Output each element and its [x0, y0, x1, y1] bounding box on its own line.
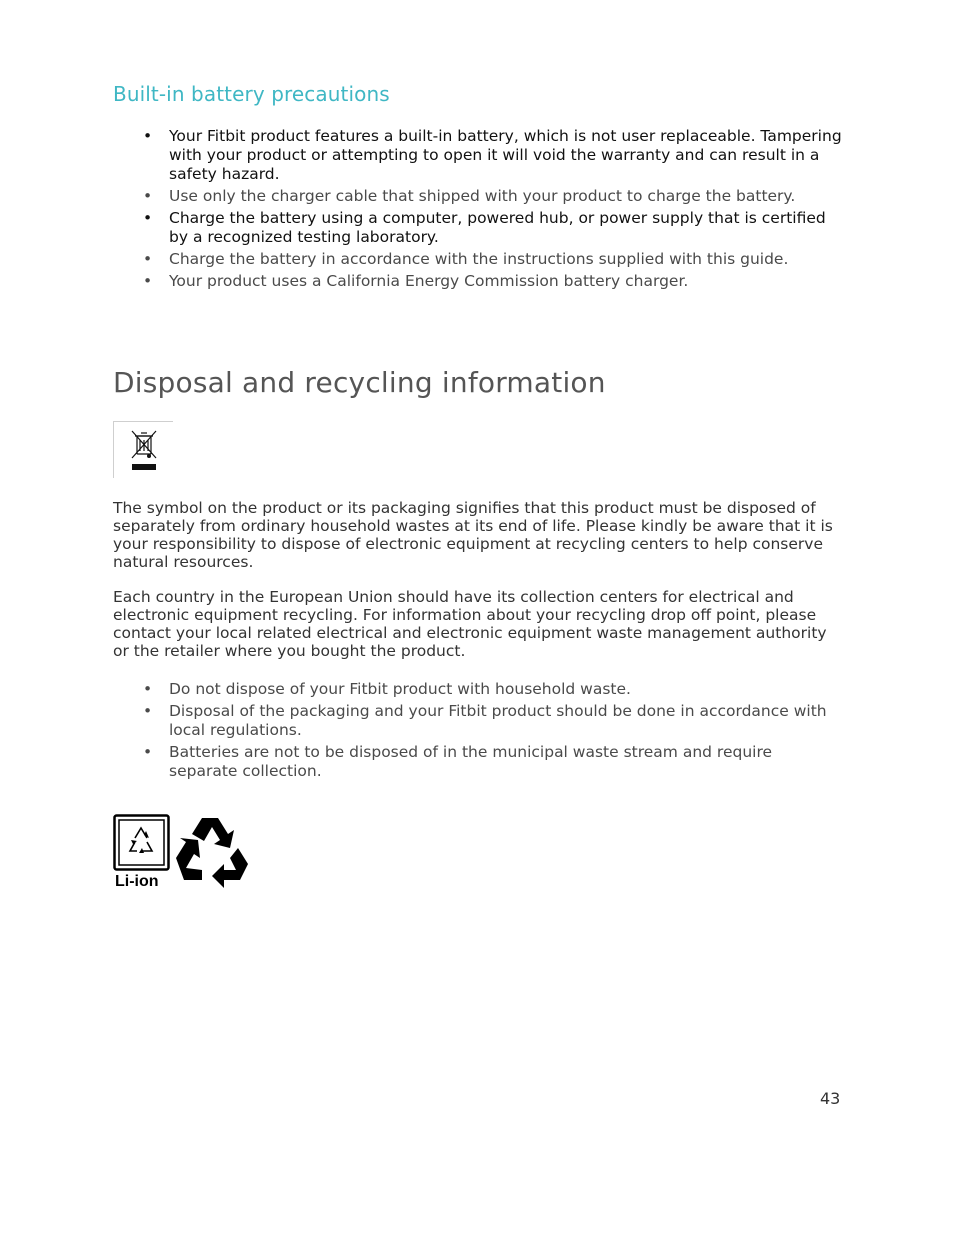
crossed-out-wheelie-bin-icon [114, 422, 174, 479]
liion-label: Li-ion [115, 873, 159, 890]
bullet-icon: • [143, 680, 153, 698]
bullet-icon: • [143, 250, 153, 268]
liion-recycling-mark [113, 814, 171, 876]
list-item: • Your product uses a California Energy Commission battery charger. [143, 272, 689, 290]
list-item: • Your Fitbit product features a built-in battery, which is not user replaceable. Tampering with your product or attempting to open it will void the warranty and can result in a safety hazard. [143, 127, 842, 183]
page-number: 43 [820, 1089, 841, 1108]
list-item: • Charge the battery in accordance with the instructions supplied with this guide. [143, 250, 789, 268]
liion-battery-recycle-icon [113, 814, 171, 872]
list-item: • Do not dispose of your Fitbit product with household waste. [143, 680, 631, 698]
bullet-icon: • [143, 702, 153, 720]
weee-symbol-frame [113, 421, 173, 478]
eu-collection-paragraph: Each country in the European Union should have its collection centers for electrical and electronic equipment recycling. For information about your recycling drop off point, please contact your local related electrical and electronic equipment waste management authority or the retailer where you bought the product. [113, 588, 827, 660]
list-item: • Charge the battery using a computer, powered hub, or power supply that is certified by a recognized testing laboratory. [143, 209, 826, 246]
page-title-disposal-recycling: Disposal and recycling information [113, 366, 606, 399]
bullet-icon: • [143, 209, 153, 227]
battery-precautions-list [143, 127, 843, 294]
bullet-icon: • [143, 187, 153, 205]
bullet-icon: • [143, 743, 153, 761]
disposal-list [143, 680, 843, 784]
disposal-paragraph: The symbol on the product or its packaging signifies that this product must be disposed of separately from ordinary household wastes at its end of life. Please kindly be aware that it is your responsibility to dispose of electronic equipment at recycling centers to help conserve natural resources. [113, 499, 833, 571]
recycling-symbol [172, 814, 250, 894]
recycling-symbol-icon [172, 814, 250, 890]
list-item: • Batteries are not to be disposed of in the municipal waste stream and require separate collection. [143, 743, 773, 780]
bullet-icon: • [143, 127, 153, 145]
bullet-icon: • [143, 272, 153, 290]
section-heading-battery-precautions: Built-in battery precautions [113, 82, 390, 106]
list-item: • Disposal of the packaging and your Fitbit product should be done in accordance with local regulations. [143, 702, 827, 739]
list-item: • Use only the charger cable that shipped with your product to charge the battery. [143, 187, 796, 205]
